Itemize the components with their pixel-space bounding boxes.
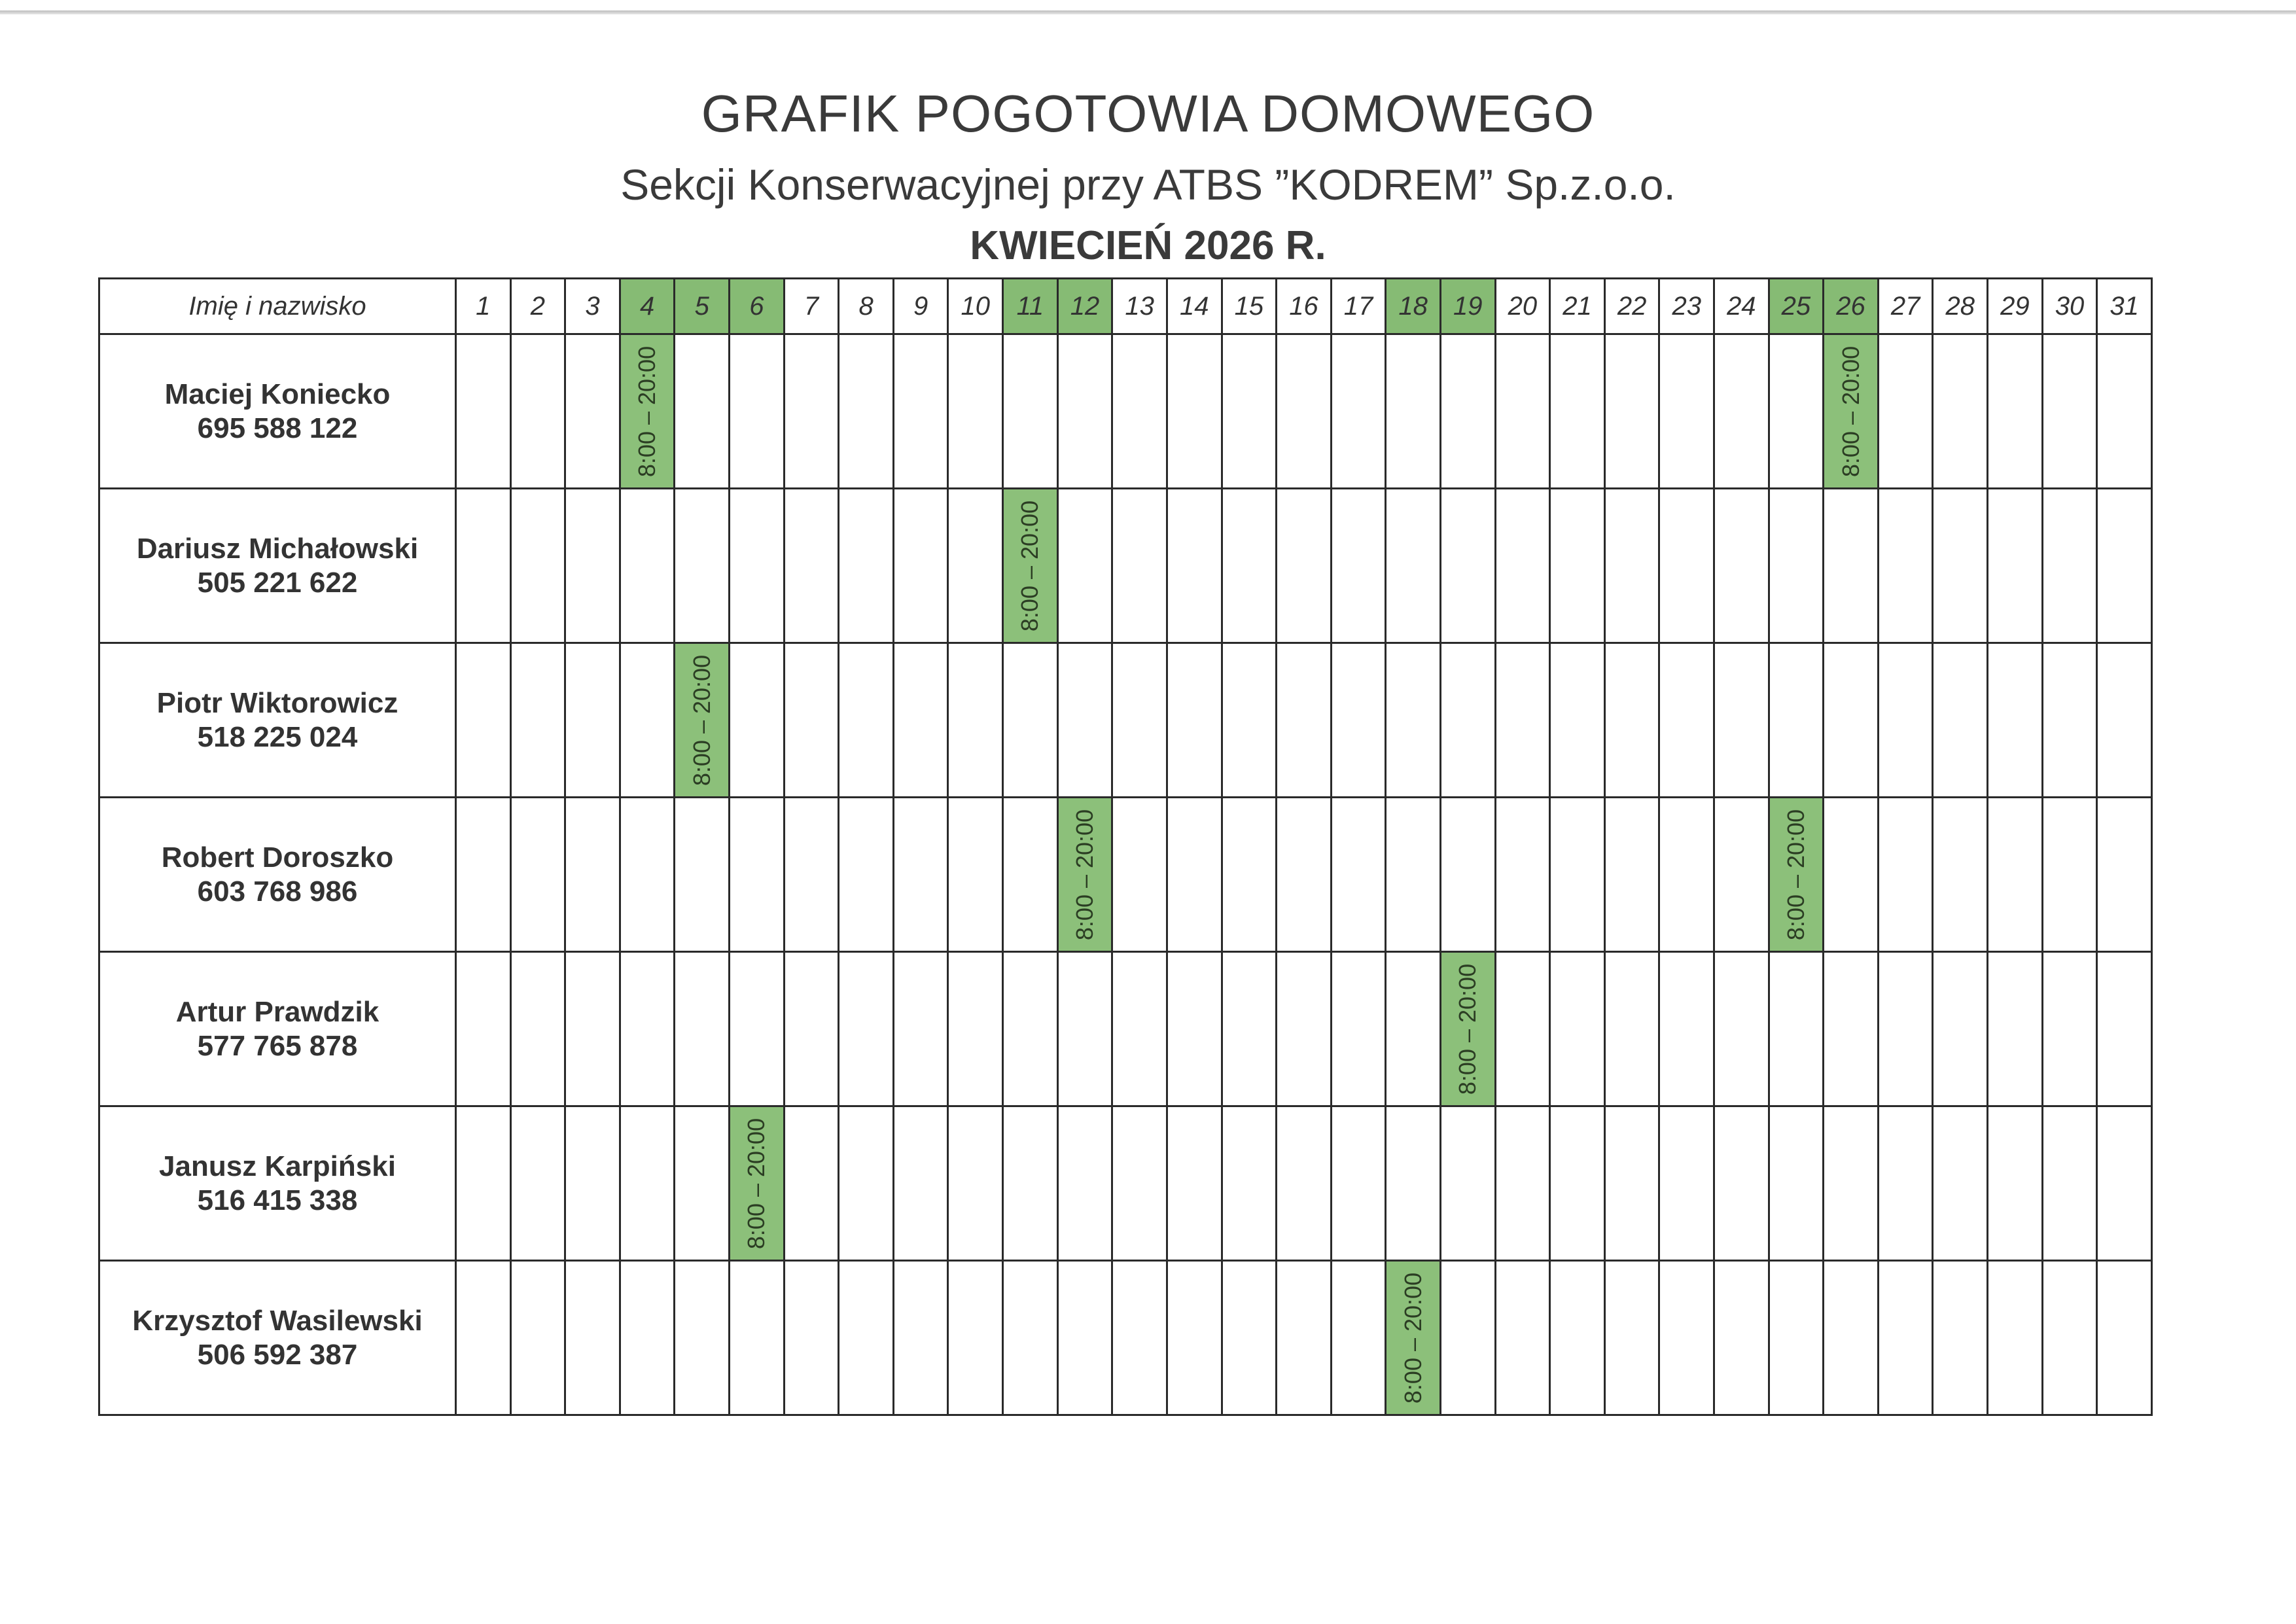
day-cell [456,798,511,952]
day-cell [1604,489,1659,643]
day-cell [1331,952,1386,1106]
day-cell [1550,643,1605,798]
day-cell [565,643,620,798]
day-cell [2097,489,2152,643]
table-body [99,334,2152,1415]
table-row [99,952,2152,1106]
person-cell [99,1106,456,1261]
person-name: Janusz Karpiński [159,1150,396,1182]
day-cell [1495,643,1550,798]
day-cell [1495,1261,1550,1415]
day-cell [893,643,948,798]
day-cell [839,489,894,643]
name-column-header: Imię i nazwisko [99,279,456,334]
day-cell [510,952,565,1106]
day-cell [1440,334,1495,489]
day-cell [675,1106,730,1261]
day-header-7: 7 [784,279,839,334]
day-cell [839,643,894,798]
person-cell [99,643,456,798]
person-name: Piotr Wiktorowicz [156,686,398,719]
day-cell [784,643,839,798]
table-row [99,489,2152,643]
day-header-18: 18 [1386,279,1441,334]
person-phone: 506 592 387 [197,1338,358,1371]
day-cell [565,1106,620,1261]
day-cell [510,489,565,643]
day-cell [1057,334,1112,489]
day-cell [948,952,1003,1106]
day-cell [1659,489,1714,643]
day-cell [1277,643,1332,798]
day-cell [675,334,730,489]
shift-hours: 8:00 – 20:00 [688,654,715,786]
shift-hours: 8:00 – 20:00 [1399,1272,1426,1403]
day-cell [1167,334,1222,489]
day-cell [565,798,620,952]
person-phone: 603 768 986 [197,875,358,908]
day-cell [2097,798,2152,952]
day-cell [2042,798,2097,952]
person-cell [99,334,456,489]
scan-edge-line [0,10,2296,14]
person-cell [99,1261,456,1415]
day-cell [893,798,948,952]
day-cell [1331,643,1386,798]
shift-hours: 8:00 – 20:00 [1454,963,1481,1095]
day-cell [1933,1261,1988,1415]
day-cell [565,952,620,1106]
day-cell [1167,798,1222,952]
shift-hours: 8:00 – 20:00 [1837,345,1864,477]
day-cell [510,334,565,489]
day-cell [1824,798,1879,952]
day-header-28: 28 [1933,279,1988,334]
day-cell [1495,334,1550,489]
day-cell [1714,1261,1769,1415]
person-name: Robert Doroszko [161,841,394,874]
day-cell [1222,334,1277,489]
day-cell [1167,489,1222,643]
day-cell [1933,643,1988,798]
day-cell [893,489,948,643]
shift-hours: 8:00 – 20:00 [1016,500,1044,631]
person-name: Dariusz Michałowski [136,532,419,565]
duty-cell [730,1106,785,1261]
day-cell [1386,489,1441,643]
day-cell [1933,1106,1988,1261]
day-cell [1714,334,1769,489]
day-cell [1112,798,1167,952]
person-phone: 518 225 024 [197,720,358,753]
day-cell [839,798,894,952]
day-cell [1550,798,1605,952]
person-phone: 577 765 878 [197,1029,358,1062]
day-header-29: 29 [1988,279,2043,334]
duty-cell [675,643,730,798]
document-title: GRAFIK POGOTOWIA DOMOWEGO [701,84,1595,143]
day-cell [1331,1106,1386,1261]
day-cell [1550,1261,1605,1415]
day-cell [1277,798,1332,952]
day-cell [730,1261,785,1415]
day-cell [1878,643,1933,798]
day-cell [2042,489,2097,643]
day-cell [1933,489,1988,643]
day-cell [1003,952,1058,1106]
day-cell [565,334,620,489]
day-cell [1003,1261,1058,1415]
day-cell [839,1106,894,1261]
document-subtitle: Sekcji Konserwacyjnej przy ATBS ”KODREM” Sp.z.o.o. [620,160,1676,209]
month-heading: KWIECIEŃ 2026 R. [970,223,1326,268]
day-header-24: 24 [1714,279,1769,334]
day-cell [1714,489,1769,643]
day-cell [565,1261,620,1415]
day-cell [2042,643,2097,798]
day-cell [2097,1106,2152,1261]
day-header-22: 22 [1604,279,1659,334]
day-cell [620,489,675,643]
day-cell [1824,1261,1879,1415]
day-cell [1550,1106,1605,1261]
duty-cell [1003,489,1058,643]
day-cell [784,489,839,643]
day-cell [1495,798,1550,952]
shift-hours: 8:00 – 20:00 [633,345,661,477]
day-cell [1878,1106,1933,1261]
day-header-30: 30 [2042,279,2097,334]
day-cell [1057,643,1112,798]
day-cell [893,1106,948,1261]
day-cell [1277,489,1332,643]
day-cell [2042,334,2097,489]
day-cell [948,489,1003,643]
day-cell [1003,798,1058,952]
day-cell [1331,798,1386,952]
day-cell [456,1106,511,1261]
duty-cell [1824,334,1879,489]
person-phone: 505 221 622 [197,566,358,599]
day-cell [1057,1106,1112,1261]
day-cell [730,643,785,798]
day-cell [1604,643,1659,798]
day-cell [620,643,675,798]
day-cell [784,1261,839,1415]
day-cell [1331,1261,1386,1415]
day-cell [730,489,785,643]
day-cell [948,643,1003,798]
day-cell [2097,952,2152,1106]
day-cell [1222,643,1277,798]
day-cell [1277,952,1332,1106]
day-cell [1003,643,1058,798]
duty-cell [1386,1261,1441,1415]
day-cell [1550,334,1605,489]
table-row [99,643,2152,798]
day-cell [1386,952,1441,1106]
day-cell [1933,952,1988,1106]
day-cell [2097,1261,2152,1415]
person-name: Artur Prawdzik [175,995,380,1028]
day-cell [2042,1261,2097,1415]
day-cell [784,334,839,489]
day-cell [1604,1106,1659,1261]
day-cell [1824,952,1879,1106]
day-header-3: 3 [565,279,620,334]
shift-hours: 8:00 – 20:00 [1071,809,1098,940]
day-cell [1878,798,1933,952]
day-cell [1277,334,1332,489]
day-cell [1495,952,1550,1106]
duty-cell [1440,952,1495,1106]
day-cell [1386,334,1441,489]
day-cell [510,798,565,952]
day-cell [948,798,1003,952]
day-cell [948,1106,1003,1261]
day-cell [784,952,839,1106]
person-cell [99,952,456,1106]
day-cell [1604,1261,1659,1415]
day-cell [510,643,565,798]
day-cell [1167,952,1222,1106]
day-cell [784,798,839,952]
day-cell [1988,1261,2043,1415]
shift-hours: 8:00 – 20:00 [743,1118,770,1249]
day-cell [1659,1261,1714,1415]
day-cell [730,798,785,952]
day-cell [1769,1106,1824,1261]
day-cell [1222,489,1277,643]
day-cell [1878,334,1933,489]
day-cell [620,798,675,952]
day-cell [730,334,785,489]
day-cell [1769,643,1824,798]
day-cell [1057,952,1112,1106]
day-header-31: 31 [2097,279,2152,334]
day-header-4: 4 [620,279,675,334]
day-cell [1988,952,2043,1106]
day-header-6: 6 [730,279,785,334]
day-cell [1112,952,1167,1106]
day-cell [620,1106,675,1261]
day-cell [1824,1106,1879,1261]
day-cell [675,798,730,952]
day-cell [1440,489,1495,643]
day-cell [1769,334,1824,489]
day-cell [1714,798,1769,952]
table-row [99,1106,2152,1261]
table-row [99,334,2152,489]
day-cell [2097,334,2152,489]
day-cell [456,489,511,643]
day-header-21: 21 [1550,279,1605,334]
day-header-2: 2 [510,279,565,334]
day-cell [893,334,948,489]
day-cell [1824,643,1879,798]
day-cell [1988,334,2043,489]
day-cell [839,1261,894,1415]
day-cell [1933,334,1988,489]
day-header-1: 1 [456,279,511,334]
day-cell [1386,1106,1441,1261]
day-header-20: 20 [1495,279,1550,334]
day-cell [675,952,730,1106]
day-cell [1769,952,1824,1106]
day-cell [1167,1106,1222,1261]
day-cell [1167,1261,1222,1415]
person-cell [99,489,456,643]
day-cell [948,1261,1003,1415]
person-name: Maciej Koniecko [164,378,391,410]
duty-schedule-table [98,277,2153,1416]
day-cell [839,334,894,489]
day-cell [1988,489,2043,643]
day-header-17: 17 [1331,279,1386,334]
day-cell [456,1261,511,1415]
table-header-row [99,279,2152,334]
day-cell [1495,489,1550,643]
day-cell [1222,1106,1277,1261]
day-cell [1003,1106,1058,1261]
day-header-19: 19 [1440,279,1495,334]
day-cell [1550,489,1605,643]
day-cell [1386,798,1441,952]
day-header-13: 13 [1112,279,1167,334]
day-cell [1167,643,1222,798]
day-cell [2042,1106,2097,1261]
day-cell [1222,1261,1277,1415]
day-cell [1112,1106,1167,1261]
day-cell [1988,643,2043,798]
person-cell [99,798,456,952]
day-cell [1495,1106,1550,1261]
day-cell [1659,643,1714,798]
day-cell [510,1106,565,1261]
day-cell [1440,798,1495,952]
day-header-9: 9 [893,279,948,334]
day-cell [1659,952,1714,1106]
day-cell [1331,489,1386,643]
day-cell [1604,952,1659,1106]
day-cell [1878,489,1933,643]
day-cell [1440,643,1495,798]
day-cell [1988,1106,2043,1261]
duty-cell [1057,798,1112,952]
day-cell [1714,643,1769,798]
day-cell [893,1261,948,1415]
day-cell [1277,1261,1332,1415]
day-cell [1714,952,1769,1106]
person-phone: 695 588 122 [197,412,358,444]
day-cell [1878,952,1933,1106]
day-header-16: 16 [1277,279,1332,334]
day-cell [456,334,511,489]
day-header-26: 26 [1824,279,1879,334]
day-cell [620,1261,675,1415]
day-header-25: 25 [1769,279,1824,334]
day-cell [456,952,511,1106]
day-cell [1440,1261,1495,1415]
day-cell [456,643,511,798]
day-cell [1659,334,1714,489]
day-cell [1550,952,1605,1106]
day-cell [1769,1261,1824,1415]
day-cell [675,489,730,643]
day-cell [1878,1261,1933,1415]
day-cell [2097,643,2152,798]
shift-hours: 8:00 – 20:00 [1782,809,1809,940]
day-header-8: 8 [839,279,894,334]
day-cell [839,952,894,1106]
day-header-12: 12 [1057,279,1112,334]
day-cell [1057,489,1112,643]
day-cell [1386,643,1441,798]
day-cell [1933,798,1988,952]
day-cell [1057,1261,1112,1415]
day-cell [1769,489,1824,643]
day-cell [1714,1106,1769,1261]
day-header-23: 23 [1659,279,1714,334]
day-cell [1112,489,1167,643]
day-cell [1277,1106,1332,1261]
person-phone: 516 415 338 [197,1184,358,1216]
day-cell [784,1106,839,1261]
day-header-11: 11 [1003,279,1058,334]
duty-cell [1769,798,1824,952]
day-cell [675,1261,730,1415]
day-cell [730,952,785,1106]
day-cell [1604,334,1659,489]
day-cell [2042,952,2097,1106]
day-cell [1112,1261,1167,1415]
day-cell [1112,643,1167,798]
day-cell [1988,798,2043,952]
day-cell [1604,798,1659,952]
day-cell [1112,334,1167,489]
day-header-15: 15 [1222,279,1277,334]
day-cell [510,1261,565,1415]
table-row [99,798,2152,952]
day-cell [620,952,675,1106]
day-header-5: 5 [675,279,730,334]
day-header-27: 27 [1878,279,1933,334]
day-cell [1331,334,1386,489]
day-cell [948,334,1003,489]
duty-cell [620,334,675,489]
day-header-14: 14 [1167,279,1222,334]
table-row [99,1261,2152,1415]
day-cell [1003,334,1058,489]
day-cell [1222,798,1277,952]
day-cell [893,952,948,1106]
day-cell [1222,952,1277,1106]
day-header-10: 10 [948,279,1003,334]
day-cell [1659,798,1714,952]
day-cell [565,489,620,643]
person-name: Krzysztof Wasilewski [132,1304,423,1337]
day-cell [1659,1106,1714,1261]
day-cell [1824,489,1879,643]
day-cell [1440,1106,1495,1261]
